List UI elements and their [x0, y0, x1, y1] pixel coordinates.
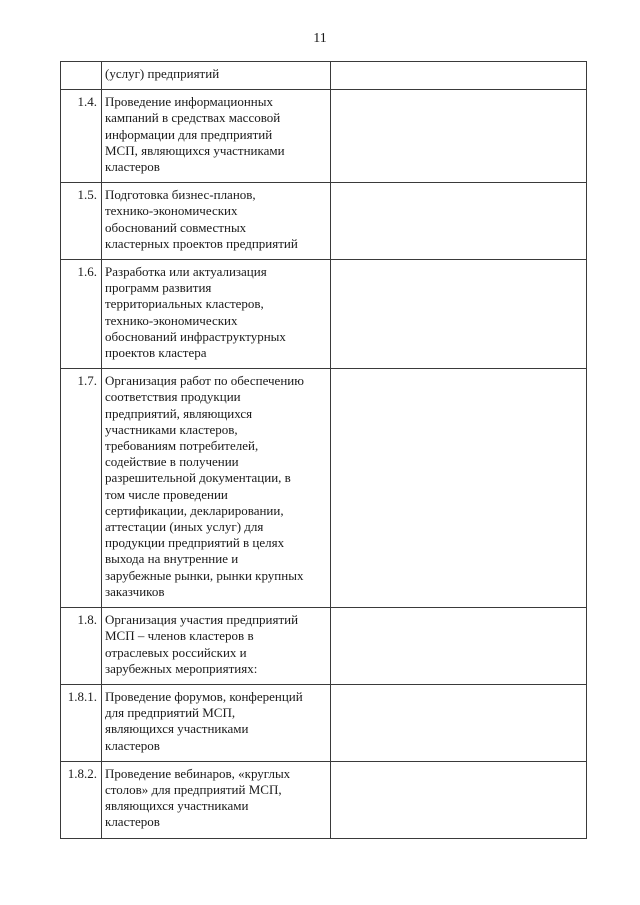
row-empty-cell	[331, 90, 587, 183]
row-number: 1.8.1.	[61, 684, 102, 761]
row-empty-cell	[331, 684, 587, 761]
row-number: 1.5.	[61, 183, 102, 260]
table-row	[61, 761, 587, 838]
row-text: Разработка или актуализация программ развития территориальных кластеров, технико-экономических обоснований инфраструктурных проектов кластера	[102, 260, 331, 369]
row-text: Подготовка бизнес-планов, технико-экономических обоснований совместных кластерных проектов предприятий	[102, 183, 331, 260]
table-row	[61, 369, 587, 608]
row-text: Проведение информационных кампаний в средствах массовой информации для предприятий МСП, являющихся участниками кластеров	[102, 90, 331, 183]
row-empty-cell	[331, 608, 587, 685]
row-number: 1.7.	[61, 369, 102, 608]
table-row	[61, 608, 587, 685]
row-number: 1.8.2.	[61, 761, 102, 838]
row-text: Проведение вебинаров, «круглых столов» для предприятий МСП, являющихся участниками кластеров	[102, 761, 331, 838]
row-empty-cell	[331, 62, 587, 90]
row-number: 1.8.	[61, 608, 102, 685]
row-text: Организация участия предприятий МСП – членов кластеров в отраслевых российских и зарубежных мероприятиях:	[102, 608, 331, 685]
table-row	[61, 90, 587, 183]
row-text: (услуг) предприятий	[102, 62, 331, 90]
row-number	[61, 62, 102, 90]
table-row	[61, 62, 587, 90]
row-empty-cell	[331, 369, 587, 608]
row-text: Проведение форумов, конференций для предприятий МСП, являющихся участниками кластеров	[102, 684, 331, 761]
row-text: Организация работ по обеспечению соответствия продукции предприятий, являющихся участниками кластеров, требованиям потребителей, содействие в получении разрешительной документации, в том числе проведении сертификации, декларировании, аттестации (иных услуг) для продукции предприятий в целях выхода на внутренние и зарубежные рынки, рынки крупных заказчиков	[102, 369, 331, 608]
plan-table	[60, 61, 587, 839]
row-number: 1.4.	[61, 90, 102, 183]
row-empty-cell	[331, 260, 587, 369]
table-row	[61, 183, 587, 260]
row-empty-cell	[331, 183, 587, 260]
row-empty-cell	[331, 761, 587, 838]
table-row	[61, 260, 587, 369]
table-row	[61, 684, 587, 761]
row-number: 1.6.	[61, 260, 102, 369]
page-number: 11	[313, 31, 327, 46]
